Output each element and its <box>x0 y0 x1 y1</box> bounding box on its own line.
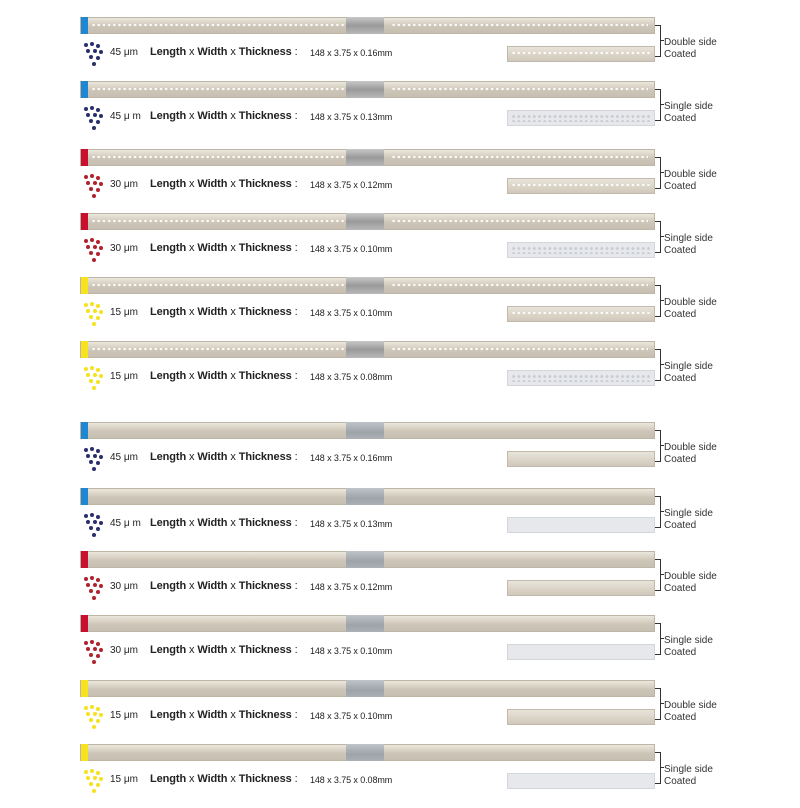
strip-center <box>346 551 384 568</box>
strip-center <box>346 149 384 166</box>
coating-label: Single side Coated <box>664 508 713 531</box>
color-cap <box>81 213 88 230</box>
spec-label: Length x Width x Thickness : <box>150 451 298 463</box>
color-cap <box>81 551 88 568</box>
strip-image <box>80 551 655 568</box>
bracket <box>655 25 661 57</box>
grit-size: 45 μm <box>110 452 138 463</box>
grit-size: 15 μm <box>110 710 138 721</box>
spec-label: Length x Width x Thickness : <box>150 773 298 785</box>
strip-center <box>346 213 384 230</box>
spec-label: Length x Width x Thickness : <box>150 306 298 318</box>
bracket <box>655 623 661 655</box>
product-row <box>0 422 800 486</box>
strip-image <box>80 277 655 294</box>
dimensions: 148 x 3.75 x 0.10mm <box>310 711 393 721</box>
grit-dots-icon <box>82 105 104 131</box>
bracket <box>655 285 661 317</box>
coating-label: Single side Coated <box>664 233 713 256</box>
bracket <box>655 688 661 720</box>
strip-image <box>80 17 655 34</box>
grit-dots-icon <box>82 704 104 730</box>
coating-label: Single side Coated <box>664 635 713 658</box>
coating-label: Double side Coated <box>664 442 717 465</box>
grit-dots-icon <box>82 446 104 472</box>
spec-label: Length x Width x Thickness : <box>150 517 298 529</box>
spec-label: Length x Width x Thickness : <box>150 709 298 721</box>
strip-sample <box>507 451 655 467</box>
strip-sample <box>507 370 655 386</box>
product-row <box>0 277 800 341</box>
grit-size: 30 μm <box>110 581 138 592</box>
strip-image <box>80 680 655 697</box>
grit-dots-icon <box>82 173 104 199</box>
strip-sample <box>507 110 655 126</box>
spec-label: Length x Width x Thickness : <box>150 580 298 592</box>
color-cap <box>81 17 88 34</box>
strip-sample <box>507 773 655 789</box>
grit-dots-icon <box>82 639 104 665</box>
coating-label: Single side Coated <box>664 764 713 787</box>
coating-label: Double side Coated <box>664 37 717 60</box>
bracket <box>655 752 661 784</box>
strip-center <box>346 680 384 697</box>
grit-size: 30 μm <box>110 243 138 254</box>
color-cap <box>81 744 88 761</box>
grit-size: 15 μm <box>110 307 138 318</box>
strip-center <box>346 422 384 439</box>
dimensions: 148 x 3.75 x 0.10mm <box>310 308 393 318</box>
dimensions: 148 x 3.75 x 0.16mm <box>310 453 393 463</box>
grit-dots-icon <box>82 768 104 794</box>
spec-label: Length x Width x Thickness : <box>150 242 298 254</box>
grit-size: 45 μ m <box>110 111 141 122</box>
grit-size: 45 μm <box>110 47 138 58</box>
product-row <box>0 615 800 679</box>
color-cap <box>81 488 88 505</box>
strip-image <box>80 422 655 439</box>
strip-sample <box>507 517 655 533</box>
grit-size: 15 μm <box>110 774 138 785</box>
bracket <box>655 496 661 528</box>
strip-center <box>346 744 384 761</box>
grit-dots-icon <box>82 41 104 67</box>
strip-sample <box>507 242 655 258</box>
strip-image <box>80 341 655 358</box>
coating-label: Double side Coated <box>664 571 717 594</box>
strip-center <box>346 81 384 98</box>
product-row <box>0 213 800 277</box>
strip-sample <box>507 178 655 194</box>
strip-sample <box>507 46 655 62</box>
bracket <box>655 349 661 381</box>
dimensions: 148 x 3.75 x 0.08mm <box>310 775 393 785</box>
strip-image <box>80 744 655 761</box>
strip-image <box>80 488 655 505</box>
bracket <box>655 157 661 189</box>
dimensions: 148 x 3.75 x 0.12mm <box>310 180 393 190</box>
spec-label: Length x Width x Thickness : <box>150 370 298 382</box>
strip-image <box>80 213 655 230</box>
strip-image <box>80 615 655 632</box>
color-cap <box>81 422 88 439</box>
product-row <box>0 149 800 213</box>
spec-label: Length x Width x Thickness : <box>150 644 298 656</box>
strip-image <box>80 149 655 166</box>
grit-size: 45 μ m <box>110 518 141 529</box>
strip-sample <box>507 709 655 725</box>
dimensions: 148 x 3.75 x 0.08mm <box>310 372 393 382</box>
spec-label: Length x Width x Thickness : <box>150 46 298 58</box>
color-cap <box>81 680 88 697</box>
strip-center <box>346 615 384 632</box>
color-cap <box>81 81 88 98</box>
color-cap <box>81 149 88 166</box>
grit-dots-icon <box>82 301 104 327</box>
product-row <box>0 17 800 81</box>
dimensions: 148 x 3.75 x 0.12mm <box>310 582 393 592</box>
grit-dots-icon <box>82 575 104 601</box>
product-row <box>0 488 800 552</box>
spec-label: Length x Width x Thickness : <box>150 110 298 122</box>
coating-label: Double side Coated <box>664 169 717 192</box>
dimensions: 148 x 3.75 x 0.13mm <box>310 112 393 122</box>
strip-center <box>346 341 384 358</box>
product-row <box>0 341 800 405</box>
grit-size: 15 μm <box>110 371 138 382</box>
dimensions: 148 x 3.75 x 0.10mm <box>310 646 393 656</box>
grit-dots-icon <box>82 365 104 391</box>
strip-sample <box>507 306 655 322</box>
coating-label: Single side Coated <box>664 361 713 384</box>
dimensions: 148 x 3.75 x 0.10mm <box>310 244 393 254</box>
strip-sample <box>507 580 655 596</box>
bracket <box>655 89 661 121</box>
strip-image <box>80 81 655 98</box>
product-row <box>0 551 800 615</box>
color-cap <box>81 277 88 294</box>
grit-dots-icon <box>82 237 104 263</box>
product-row <box>0 744 800 808</box>
strip-center <box>346 277 384 294</box>
bracket <box>655 221 661 253</box>
color-cap <box>81 615 88 632</box>
strip-center <box>346 17 384 34</box>
dimensions: 148 x 3.75 x 0.13mm <box>310 519 393 529</box>
coating-label: Double side Coated <box>664 700 717 723</box>
bracket <box>655 559 661 591</box>
dimensions: 148 x 3.75 x 0.16mm <box>310 48 393 58</box>
product-row <box>0 81 800 145</box>
bracket <box>655 430 661 462</box>
coating-label: Single side Coated <box>664 101 713 124</box>
color-cap <box>81 341 88 358</box>
strip-sample <box>507 644 655 660</box>
grit-dots-icon <box>82 512 104 538</box>
grit-size: 30 μm <box>110 179 138 190</box>
grit-size: 30 μm <box>110 645 138 656</box>
spec-label: Length x Width x Thickness : <box>150 178 298 190</box>
product-row <box>0 680 800 744</box>
strip-center <box>346 488 384 505</box>
coating-label: Double side Coated <box>664 297 717 320</box>
